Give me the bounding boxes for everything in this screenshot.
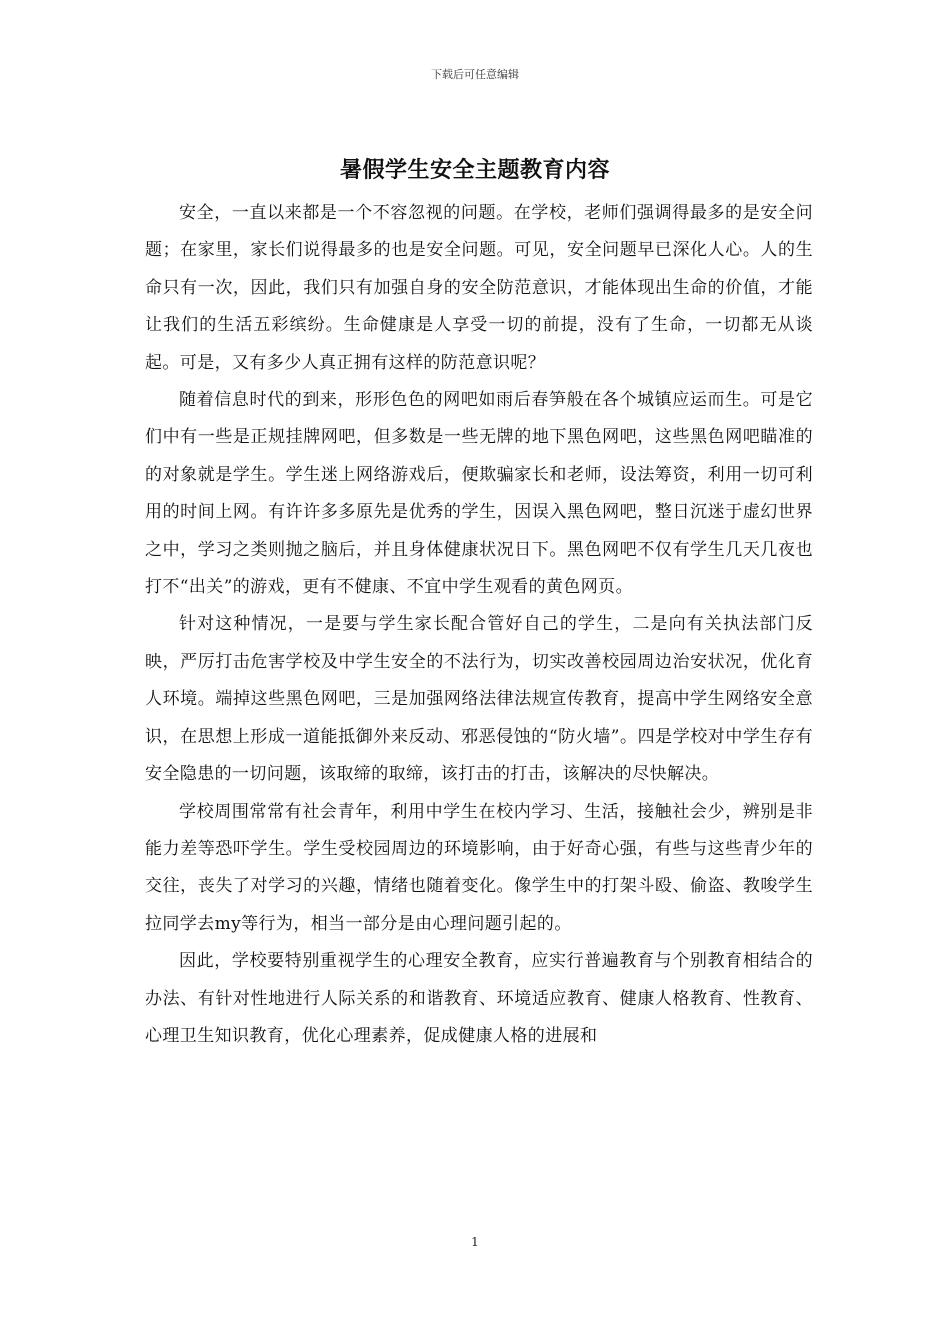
header-note: 下载后可任意编辑 (431, 68, 519, 81)
paragraph: 针对这种情况，一是要与学生家长配合管好自己的学生，二是向有关执法部门反映，严厉打击危害学校及中学生安全的不法行为，切实改善校园周边治安状况，优化育人环境。端掉这些黑色网吧，三是加强网络法律法规宣传教育，提高中学生网络安全意识，在思想上形成一道能抵御外来反动、邪恶侵蚀的“防火墙”。四是学校对中学生存有安全隐患的一切问题，该取缔的取缔，该打击的打击，该解决的尽快解决。 (145, 614, 813, 785)
paragraph: 因此，学校要特别重视学生的心理安全教育，应实行普遍教育与个别教育相结合的办法、有针对性地进行人际关系的和谐教育、环境适应教育、健康人格教育、性教育、心理卫生知识教育，优化心理素养，促成健康人格的进展和 (145, 951, 813, 1046)
paragraph: 安全，一直以来都是一个不容忽视的问题。在学校，老师们强调得最多的是安全问题；在家里，家长们说得最多的也是安全问题。可见，安全问题早已深化人心。人的生命只有一次，因此，我们只有加强自身的安全防范意识，才能体现出生命的价值，才能让我们的生活五彩缤纷。生命健康是人享受一切的前提，没有了生命，一切都无从谈起。可是，又有多少人真正拥有这样的防范意识呢？ (145, 203, 813, 373)
paragraph: 随着信息时代的到来，形形色色的网吧如雨后春笋般在各个城镇应运而生。可是它们中有一些是正规挂牌网吧，但多数是一些无牌的地下黑色网吧，这些黑色网吧瞄准的的对象就是学生。学生迷上网络游戏后，便欺骗家长和老师，设法筹资，利用一切可利用的时间上网。有许许多多原先是优秀的学生，因误入黑色网吧，整日沉迷于虚幻世界之中，学习之类则抛之脑后，并且身体健康状况日下。黑色网吧不仅有学生几天几夜也打不“出关”的游戏，更有不健康、不宜中学生观看的黄色网页。 (145, 390, 813, 598)
paragraph: 学校周围常常有社会青年，利用中学生在校内学习、生活，接触社会少，辨别是非能力差等恐吓学生。学生受校园周边的环境影响，由于好奇心强，有些与这些青少年的交往，丧失了对学习的兴趣，情绪也随着变化。像学生中的打架斗殴、偷盗、教唆学生拉同学去my等行为，相当一部分是由心理问题引起的。 (145, 801, 813, 934)
page-number: 1 (471, 1235, 479, 1249)
document-title: 暑假学生安全主题教育内容 (339, 157, 610, 183)
document-body (145, 195, 813, 1055)
